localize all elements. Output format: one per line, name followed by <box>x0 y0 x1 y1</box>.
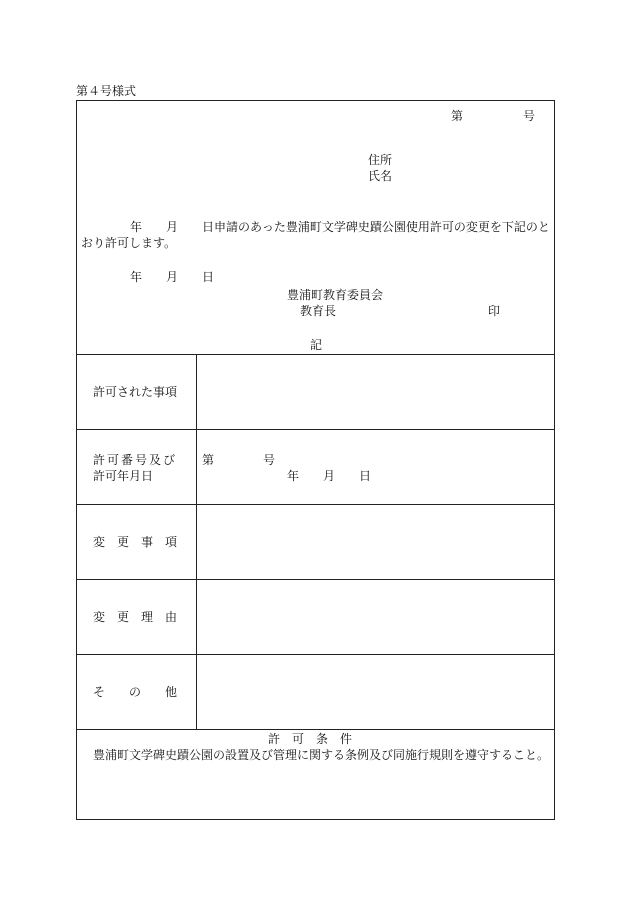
permit-go: 号 <box>263 453 276 467</box>
body-text-line1: 日申請のあった豊浦町文学碑史蹟公園使用許可の変更を下記のと <box>202 220 550 234</box>
row-label-change-matters: 変 更 事 項 <box>93 535 178 549</box>
row-divider <box>76 654 555 655</box>
conditions-title: 許 可 条 件 <box>268 732 353 746</box>
doc-number-dai: 第 <box>451 109 464 123</box>
doc-number-go: 号 <box>523 109 536 123</box>
conditions-text: 豊浦町文学碑史蹟公園の設置及び管理に関する条例及び同施行規則を遵守すること。 <box>93 748 550 762</box>
row-label-change-reason: 変 更 理 由 <box>93 610 178 624</box>
ki-label: 記 <box>310 338 323 352</box>
body-year: 年 <box>130 220 143 234</box>
seal-mark: 印 <box>488 304 501 318</box>
column-divider <box>196 354 197 729</box>
date-day: 日 <box>202 270 215 284</box>
body-month: 月 <box>166 220 179 234</box>
address-label: 住所 <box>368 153 393 167</box>
row-divider <box>76 429 555 430</box>
date-year: 年 <box>130 270 143 284</box>
date-month: 月 <box>166 270 179 284</box>
permit-year: 年 <box>287 469 300 483</box>
body-text-line2: おり許可します。 <box>81 236 177 250</box>
row-divider <box>76 504 555 505</box>
row-label-other: そ の 他 <box>93 685 178 699</box>
issuer-title: 教育長 <box>300 304 337 318</box>
name-label: 氏名 <box>368 169 393 183</box>
row-divider <box>76 354 555 355</box>
issuer-board: 豊浦町教育委員会 <box>287 288 384 302</box>
row-divider <box>76 729 555 730</box>
row-label-permitted-matters: 許可された事項 <box>93 385 178 399</box>
permit-dai: 第 <box>202 453 215 467</box>
row-divider <box>76 579 555 580</box>
permit-day: 日 <box>359 469 372 483</box>
row-label-permit-number: 許可番号及び <box>93 453 178 467</box>
form-number: 第４号様式 <box>76 84 137 98</box>
permit-month: 月 <box>323 469 336 483</box>
row-label-permit-date: 許可年月日 <box>93 469 154 483</box>
